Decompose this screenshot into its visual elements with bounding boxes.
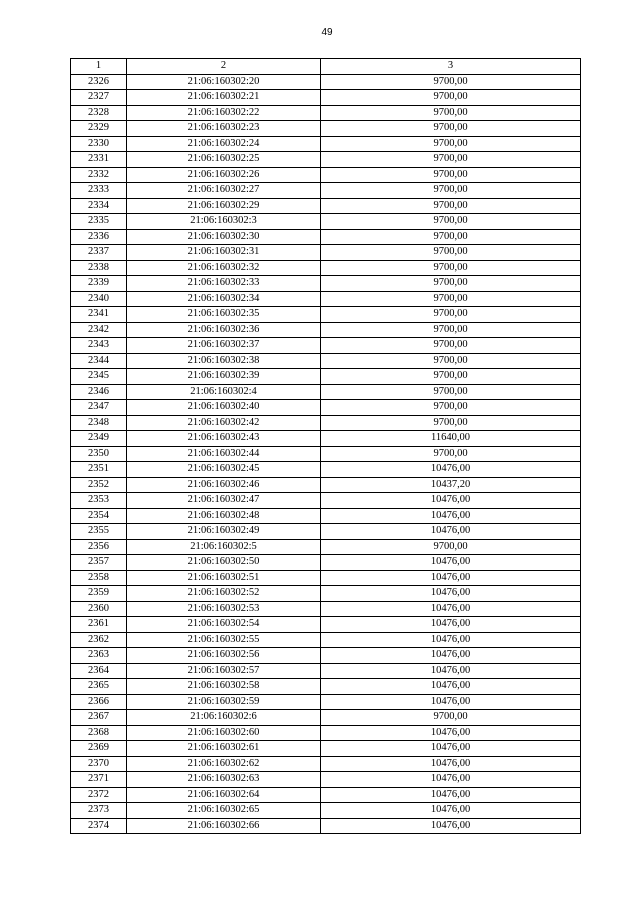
cadastral-number-cell: 21:06:160302:30 xyxy=(127,229,321,245)
value-cell: 9700,00 xyxy=(321,90,581,106)
row-number-cell: 2362 xyxy=(71,632,127,648)
table-row xyxy=(71,291,581,307)
table-row xyxy=(71,679,581,695)
row-number-cell: 2370 xyxy=(71,756,127,772)
cadastral-number-cell: 21:06:160302:54 xyxy=(127,617,321,633)
table-row xyxy=(71,617,581,633)
cadastral-number-cell: 21:06:160302:37 xyxy=(127,338,321,354)
table-row xyxy=(71,152,581,168)
row-number-cell: 2345 xyxy=(71,369,127,385)
cadastral-number-cell: 21:06:160302:38 xyxy=(127,353,321,369)
row-number-cell: 2350 xyxy=(71,446,127,462)
value-cell: 9700,00 xyxy=(321,152,581,168)
row-number-cell: 2344 xyxy=(71,353,127,369)
table-row xyxy=(71,245,581,261)
value-cell: 10476,00 xyxy=(321,694,581,710)
row-number-cell: 2346 xyxy=(71,384,127,400)
table-row xyxy=(71,121,581,137)
value-cell: 9700,00 xyxy=(321,121,581,137)
table-row xyxy=(71,198,581,214)
table-row xyxy=(71,105,581,121)
cadastral-number-cell: 21:06:160302:51 xyxy=(127,570,321,586)
value-cell: 9700,00 xyxy=(321,276,581,292)
table-row xyxy=(71,601,581,617)
table-header-row xyxy=(71,59,581,75)
table-row xyxy=(71,462,581,478)
cadastral-number-cell: 21:06:160302:65 xyxy=(127,803,321,819)
row-number-cell: 2367 xyxy=(71,710,127,726)
table-row xyxy=(71,136,581,152)
row-number-cell: 2371 xyxy=(71,772,127,788)
cadastral-number-cell: 21:06:160302:48 xyxy=(127,508,321,524)
cadastral-number-cell: 21:06:160302:26 xyxy=(127,167,321,183)
value-cell: 11640,00 xyxy=(321,431,581,447)
table-row xyxy=(71,663,581,679)
value-cell: 10476,00 xyxy=(321,508,581,524)
table-row xyxy=(71,90,581,106)
table-row xyxy=(71,446,581,462)
row-number-cell: 2330 xyxy=(71,136,127,152)
value-cell: 10476,00 xyxy=(321,570,581,586)
column-header-value: 3 xyxy=(321,59,581,75)
cadastral-number-cell: 21:06:160302:33 xyxy=(127,276,321,292)
cadastral-number-cell: 21:06:160302:22 xyxy=(127,105,321,121)
value-cell: 10476,00 xyxy=(321,524,581,540)
cadastral-number-cell: 21:06:160302:4 xyxy=(127,384,321,400)
cadastral-number-cell: 21:06:160302:25 xyxy=(127,152,321,168)
cadastral-number-cell: 21:06:160302:53 xyxy=(127,601,321,617)
cadastral-number-cell: 21:06:160302:42 xyxy=(127,415,321,431)
row-number-cell: 2364 xyxy=(71,663,127,679)
cadastral-number-cell: 21:06:160302:60 xyxy=(127,725,321,741)
row-number-cell: 2335 xyxy=(71,214,127,230)
table-row xyxy=(71,508,581,524)
table-row xyxy=(71,183,581,199)
row-number-cell: 2343 xyxy=(71,338,127,354)
value-cell: 9700,00 xyxy=(321,245,581,261)
row-number-cell: 2366 xyxy=(71,694,127,710)
table-row xyxy=(71,524,581,540)
value-cell: 9700,00 xyxy=(321,307,581,323)
cadastral-number-cell: 21:06:160302:39 xyxy=(127,369,321,385)
value-cell: 9700,00 xyxy=(321,260,581,276)
table-row xyxy=(71,400,581,416)
row-number-cell: 2355 xyxy=(71,524,127,540)
cadastral-number-cell: 21:06:160302:43 xyxy=(127,431,321,447)
table-row xyxy=(71,555,581,571)
registry-table xyxy=(70,58,581,834)
cadastral-number-cell: 21:06:160302:23 xyxy=(127,121,321,137)
row-number-cell: 2326 xyxy=(71,74,127,90)
row-number-cell: 2332 xyxy=(71,167,127,183)
table-row xyxy=(71,539,581,555)
row-number-cell: 2360 xyxy=(71,601,127,617)
cadastral-number-cell: 21:06:160302:52 xyxy=(127,586,321,602)
row-number-cell: 2328 xyxy=(71,105,127,121)
cadastral-number-cell: 21:06:160302:24 xyxy=(127,136,321,152)
value-cell: 10476,00 xyxy=(321,586,581,602)
row-number-cell: 2372 xyxy=(71,787,127,803)
table-row xyxy=(71,369,581,385)
value-cell: 10476,00 xyxy=(321,741,581,757)
table-row xyxy=(71,694,581,710)
cadastral-number-cell: 21:06:160302:57 xyxy=(127,663,321,679)
table-row xyxy=(71,322,581,338)
cadastral-number-cell: 21:06:160302:55 xyxy=(127,632,321,648)
value-cell: 9700,00 xyxy=(321,446,581,462)
row-number-cell: 2356 xyxy=(71,539,127,555)
cadastral-number-cell: 21:06:160302:45 xyxy=(127,462,321,478)
table-row xyxy=(71,710,581,726)
table-row xyxy=(71,353,581,369)
row-number-cell: 2349 xyxy=(71,431,127,447)
cadastral-number-cell: 21:06:160302:46 xyxy=(127,477,321,493)
cadastral-number-cell: 21:06:160302:59 xyxy=(127,694,321,710)
value-cell: 10476,00 xyxy=(321,632,581,648)
table-row xyxy=(71,632,581,648)
row-number-cell: 2357 xyxy=(71,555,127,571)
row-number-cell: 2347 xyxy=(71,400,127,416)
row-number-cell: 2331 xyxy=(71,152,127,168)
row-number-cell: 2359 xyxy=(71,586,127,602)
value-cell: 9700,00 xyxy=(321,183,581,199)
cadastral-number-cell: 21:06:160302:35 xyxy=(127,307,321,323)
table-row xyxy=(71,384,581,400)
cadastral-number-cell: 21:06:160302:5 xyxy=(127,539,321,555)
row-number-cell: 2336 xyxy=(71,229,127,245)
cadastral-number-cell: 21:06:160302:27 xyxy=(127,183,321,199)
value-cell: 9700,00 xyxy=(321,198,581,214)
table-row xyxy=(71,818,581,834)
cadastral-number-cell: 21:06:160302:63 xyxy=(127,772,321,788)
row-number-cell: 2373 xyxy=(71,803,127,819)
cadastral-number-cell: 21:06:160302:20 xyxy=(127,74,321,90)
cadastral-number-cell: 21:06:160302:62 xyxy=(127,756,321,772)
row-number-cell: 2340 xyxy=(71,291,127,307)
table-row xyxy=(71,307,581,323)
row-number-cell: 2342 xyxy=(71,322,127,338)
row-number-cell: 2348 xyxy=(71,415,127,431)
table-row xyxy=(71,803,581,819)
table-row xyxy=(71,74,581,90)
table-row xyxy=(71,477,581,493)
column-header-number: 1 xyxy=(71,59,127,75)
value-cell: 10476,00 xyxy=(321,803,581,819)
cadastral-number-cell: 21:06:160302:3 xyxy=(127,214,321,230)
value-cell: 9700,00 xyxy=(321,710,581,726)
table-row xyxy=(71,756,581,772)
value-cell: 10476,00 xyxy=(321,663,581,679)
value-cell: 10476,00 xyxy=(321,601,581,617)
value-cell: 10476,00 xyxy=(321,462,581,478)
row-number-cell: 2341 xyxy=(71,307,127,323)
row-number-cell: 2363 xyxy=(71,648,127,664)
row-number-cell: 2334 xyxy=(71,198,127,214)
value-cell: 9700,00 xyxy=(321,229,581,245)
page-number: 49 xyxy=(321,27,333,38)
table-row xyxy=(71,725,581,741)
row-number-cell: 2333 xyxy=(71,183,127,199)
value-cell: 9700,00 xyxy=(321,291,581,307)
value-cell: 9700,00 xyxy=(321,136,581,152)
value-cell: 9700,00 xyxy=(321,338,581,354)
row-number-cell: 2358 xyxy=(71,570,127,586)
value-cell: 10476,00 xyxy=(321,679,581,695)
table-row xyxy=(71,214,581,230)
table-row xyxy=(71,338,581,354)
row-number-cell: 2339 xyxy=(71,276,127,292)
value-cell: 10476,00 xyxy=(321,787,581,803)
value-cell: 10476,00 xyxy=(321,772,581,788)
row-number-cell: 2368 xyxy=(71,725,127,741)
value-cell: 10476,00 xyxy=(321,555,581,571)
cadastral-number-cell: 21:06:160302:6 xyxy=(127,710,321,726)
row-number-cell: 2369 xyxy=(71,741,127,757)
cadastral-number-cell: 21:06:160302:58 xyxy=(127,679,321,695)
value-cell: 9700,00 xyxy=(321,384,581,400)
table-row xyxy=(71,741,581,757)
value-cell: 9700,00 xyxy=(321,353,581,369)
cadastral-number-cell: 21:06:160302:32 xyxy=(127,260,321,276)
value-cell: 10437,20 xyxy=(321,477,581,493)
cadastral-number-cell: 21:06:160302:61 xyxy=(127,741,321,757)
table-row xyxy=(71,431,581,447)
value-cell: 9700,00 xyxy=(321,400,581,416)
value-cell: 9700,00 xyxy=(321,105,581,121)
cadastral-number-cell: 21:06:160302:50 xyxy=(127,555,321,571)
column-header-cadastral-number: 2 xyxy=(127,59,321,75)
cadastral-number-cell: 21:06:160302:49 xyxy=(127,524,321,540)
value-cell: 9700,00 xyxy=(321,167,581,183)
table-row xyxy=(71,586,581,602)
table-row xyxy=(71,772,581,788)
row-number-cell: 2338 xyxy=(71,260,127,276)
row-number-cell: 2361 xyxy=(71,617,127,633)
table-row xyxy=(71,276,581,292)
cadastral-number-cell: 21:06:160302:36 xyxy=(127,322,321,338)
row-number-cell: 2337 xyxy=(71,245,127,261)
value-cell: 10476,00 xyxy=(321,818,581,834)
cadastral-number-cell: 21:06:160302:47 xyxy=(127,493,321,509)
cadastral-number-cell: 21:06:160302:34 xyxy=(127,291,321,307)
table-row xyxy=(71,229,581,245)
row-number-cell: 2353 xyxy=(71,493,127,509)
value-cell: 10476,00 xyxy=(321,493,581,509)
cadastral-number-cell: 21:06:160302:44 xyxy=(127,446,321,462)
table-row xyxy=(71,493,581,509)
table-row xyxy=(71,260,581,276)
cadastral-number-cell: 21:06:160302:40 xyxy=(127,400,321,416)
table-row xyxy=(71,570,581,586)
cadastral-number-cell: 21:06:160302:31 xyxy=(127,245,321,261)
value-cell: 9700,00 xyxy=(321,74,581,90)
row-number-cell: 2351 xyxy=(71,462,127,478)
row-number-cell: 2352 xyxy=(71,477,127,493)
row-number-cell: 2374 xyxy=(71,818,127,834)
value-cell: 10476,00 xyxy=(321,648,581,664)
row-number-cell: 2329 xyxy=(71,121,127,137)
value-cell: 9700,00 xyxy=(321,322,581,338)
value-cell: 10476,00 xyxy=(321,617,581,633)
value-cell: 9700,00 xyxy=(321,539,581,555)
value-cell: 9700,00 xyxy=(321,369,581,385)
value-cell: 10476,00 xyxy=(321,756,581,772)
value-cell: 10476,00 xyxy=(321,725,581,741)
cadastral-number-cell: 21:06:160302:64 xyxy=(127,787,321,803)
row-number-cell: 2365 xyxy=(71,679,127,695)
table-body xyxy=(71,74,581,834)
cadastral-number-cell: 21:06:160302:56 xyxy=(127,648,321,664)
table-row xyxy=(71,648,581,664)
table-row xyxy=(71,787,581,803)
table-row xyxy=(71,415,581,431)
value-cell: 9700,00 xyxy=(321,214,581,230)
cadastral-number-cell: 21:06:160302:21 xyxy=(127,90,321,106)
row-number-cell: 2354 xyxy=(71,508,127,524)
value-cell: 9700,00 xyxy=(321,415,581,431)
cadastral-number-cell: 21:06:160302:66 xyxy=(127,818,321,834)
cadastral-number-cell: 21:06:160302:29 xyxy=(127,198,321,214)
table-row xyxy=(71,167,581,183)
row-number-cell: 2327 xyxy=(71,90,127,106)
